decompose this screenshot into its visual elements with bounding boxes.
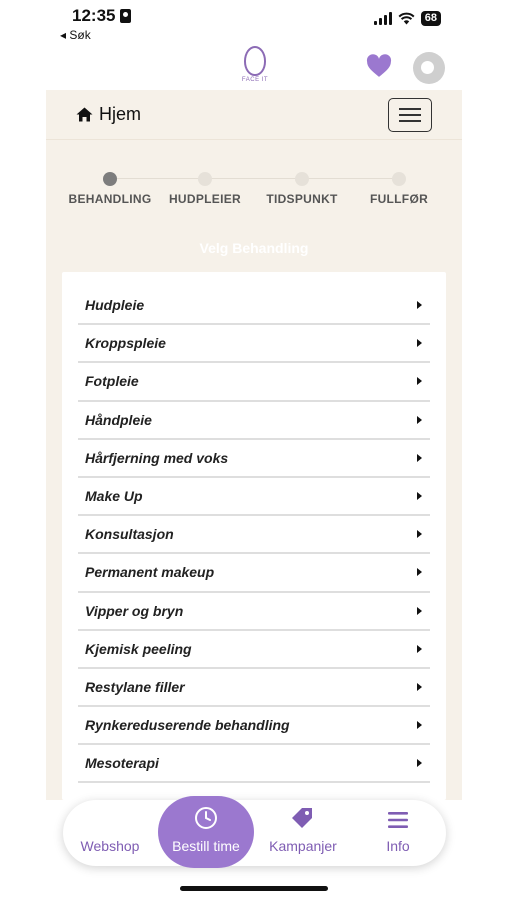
hamburger-line [399,120,421,122]
caret-right-icon [417,759,422,767]
tab-label: Bestill time [172,838,240,854]
tab-bestill-time[interactable] [158,796,254,868]
back-to-app-link[interactable]: ◂ Søk [60,28,91,42]
treatment-item-fotpleie[interactable] [78,363,430,401]
home-label: Hjem [99,104,142,124]
treatment-label: Rynkereduserende behandling [85,717,290,734]
bottom-tab-bar [63,800,446,866]
booking-page [46,90,462,800]
step-fullfor[interactable] [349,172,449,206]
step-tidspunkt[interactable] [252,172,352,206]
step-label: HUDPLEIER [168,192,242,206]
treatment-item-make-up[interactable] [78,478,430,516]
step-label: FULLFØR [369,192,429,206]
step-dot [103,172,117,186]
tab-info[interactable] [363,800,433,866]
treatment-item-konsultasjon[interactable] [78,516,430,554]
treatment-label: Hårfjerning med voks [85,449,229,466]
caret-right-icon [417,721,422,729]
tab-kampanjer[interactable] [266,800,340,866]
treatment-label: Fotpleie [85,373,139,390]
logo-oval-icon [244,46,266,76]
treatment-label: Kjemisk peeling [85,640,192,657]
treatment-item-restylane-filler[interactable] [78,669,430,707]
step-label: BEHANDLING [68,192,152,206]
step-dot [295,172,309,186]
caret-right-icon [417,416,422,424]
treatment-item-kjemisk-peeling[interactable] [78,631,430,669]
caret-right-icon [417,339,422,347]
caret-right-icon [417,607,422,615]
treatment-item-harfjerning[interactable] [78,440,430,478]
favorites-heart-icon[interactable] [366,54,392,78]
caret-right-icon [417,492,422,500]
caret-right-icon [417,530,422,538]
step-label: TIDSPUNKT [266,192,338,206]
status-bar [0,0,507,46]
wifi-icon [398,12,415,25]
treatment-label: Håndpleie [85,411,152,428]
menu-lines-icon [363,800,433,830]
top-navbar [46,90,462,140]
treatment-item-handpleie[interactable] [78,402,430,440]
treatment-item-permanent-makeup[interactable] [78,554,430,592]
battery-icon: 68 [421,11,441,26]
treatment-item-mesoterapi[interactable] [78,745,430,783]
home-indicator [180,886,328,891]
hamburger-line [399,108,421,110]
face-it-logo[interactable] [240,46,270,83]
home-link[interactable] [76,104,141,125]
section-subtitle: Velg Behandling [199,240,309,256]
treatment-label: Restylane filler [85,678,185,695]
step-hudpleier[interactable] [155,172,255,206]
clock-icon [158,796,254,830]
treatment-item-kroppspleie[interactable] [78,325,430,363]
treatment-item-rynkereduserende[interactable] [78,707,430,745]
treatment-label: Konsultasjon [85,526,174,543]
status-time [72,6,131,26]
home-icon [76,107,93,122]
hamburger-line [399,114,421,116]
caret-right-icon [417,454,422,462]
treatment-item-vipper-og-bryn[interactable] [78,593,430,631]
treatment-label: Vipper og bryn [85,602,184,619]
caret-right-icon [417,377,422,385]
caret-right-icon [417,683,422,691]
profile-avatar[interactable] [413,52,445,84]
signal-icon [374,12,392,25]
step-dot [198,172,212,186]
clock-text: 12:35 [72,6,116,25]
treatment-label: Permanent makeup [85,564,215,581]
step-dot [392,172,406,186]
treatment-item-hudpleie[interactable] [78,287,430,325]
booking-stepper [46,172,462,242]
treatment-label: Hudpleie [85,297,145,314]
logo-text: FACE IT [241,77,269,83]
app-header [0,44,507,90]
status-icons [374,11,441,26]
tab-label: Info [386,838,410,854]
caret-right-icon [417,645,422,653]
tab-webshop[interactable] [73,800,147,866]
tab-label: Kampanjer [269,838,337,854]
tab-label: Webshop [80,838,140,854]
step-behandling[interactable] [60,172,160,206]
caret-right-icon [417,301,422,309]
focus-icon [120,9,131,23]
tag-icon [266,800,340,830]
treatment-label: Make Up [85,488,143,505]
treatment-label: Kroppspleie [85,335,166,352]
treatment-list [62,272,446,800]
caret-right-icon [417,568,422,576]
menu-toggle-button[interactable] [388,98,432,132]
treatment-label: Mesoterapi [85,755,159,772]
